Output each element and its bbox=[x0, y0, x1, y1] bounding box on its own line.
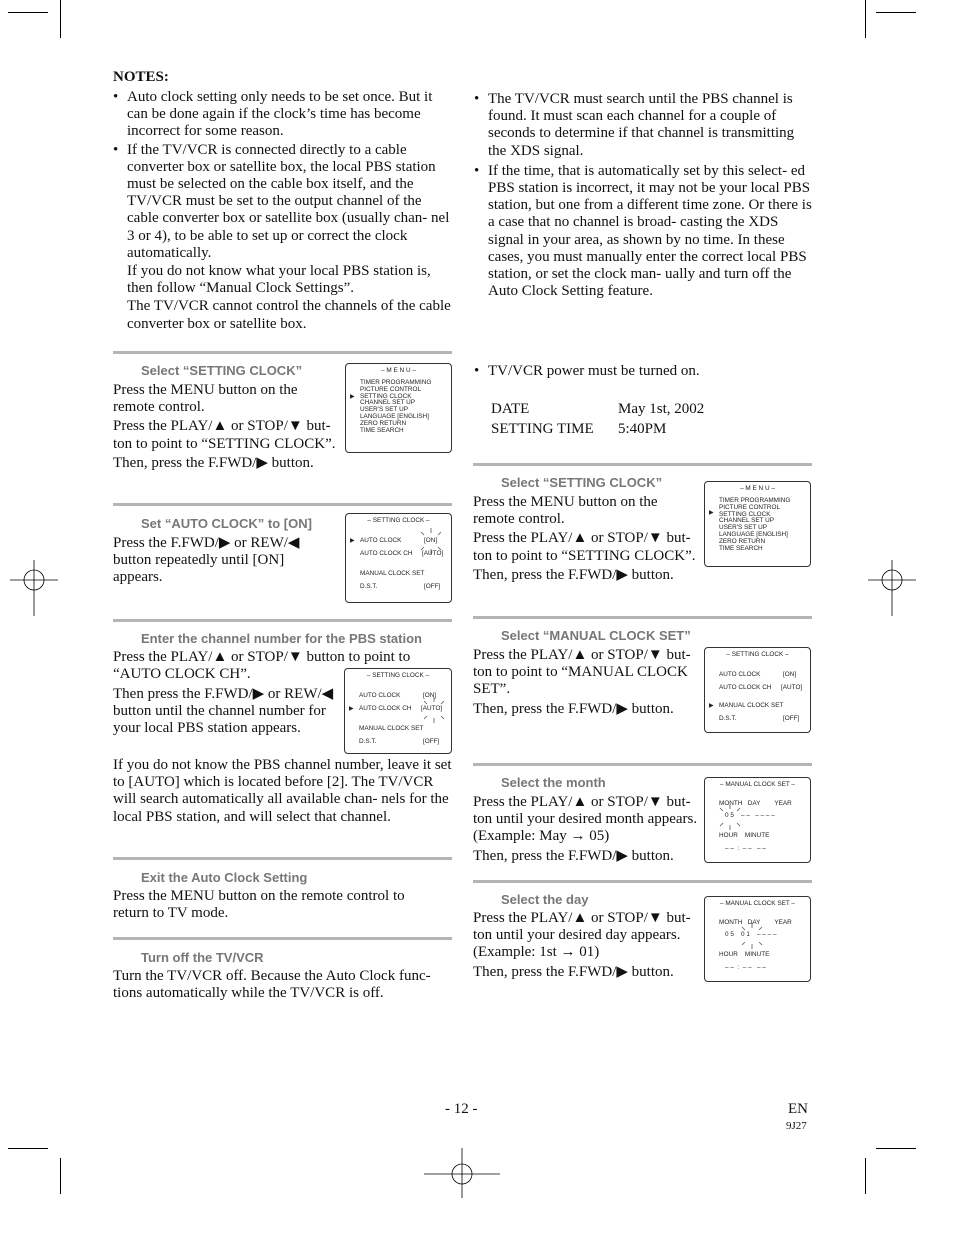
menu-item: TIME SEARCH bbox=[360, 426, 404, 434]
notes-title: NOTES: bbox=[113, 69, 169, 85]
step-divider bbox=[113, 619, 452, 622]
pointer-icon: ▶ bbox=[350, 538, 355, 544]
dst-value: [OFF] bbox=[424, 583, 441, 590]
step-divider bbox=[473, 880, 812, 883]
tv-screen-manual-month bbox=[704, 777, 811, 863]
registration-mark bbox=[868, 560, 916, 616]
notes-left bbox=[113, 89, 455, 334]
auto-clock-value: [ON] bbox=[424, 537, 438, 544]
date-labels: MONTH DAY YEAR bbox=[719, 800, 792, 807]
screen-header: – MANUAL CLOCK SET – bbox=[720, 900, 795, 907]
step-divider bbox=[113, 937, 452, 940]
note-bullet: • If the TV/VCR is connected directly to a cable converter box or satellite box, the local PBS station must be selected on the cable box itself, and the TV/VCR must be set to the output channel of the cable converter box or satellite box (usually chan- nel 3 or 4), to be able to set up or correct the clock automatically. bbox=[113, 142, 455, 262]
menu-list bbox=[360, 380, 431, 434]
auto-clock-ch-value: [AUTO] bbox=[781, 684, 803, 691]
step-body bbox=[113, 535, 337, 587]
time-labels: HOUR MINUTE bbox=[719, 832, 770, 839]
step-text: Turn the TV/VCR off. Because the Auto Clock func- tions automatically while the TV/VCR is off. bbox=[113, 968, 431, 1002]
tv-screen-setting-clock bbox=[704, 647, 811, 733]
pointer-icon: ▶ bbox=[350, 394, 355, 400]
menu-item: TIME SEARCH bbox=[719, 544, 763, 552]
crop-mark bbox=[876, 1148, 916, 1149]
dst-value: [OFF] bbox=[783, 715, 800, 722]
step-text: Press the MENU button on the remote control to return to TV mode. bbox=[113, 888, 405, 922]
step-title: Select “MANUAL CLOCK SET” bbox=[501, 628, 691, 643]
step-divider bbox=[113, 351, 452, 354]
step-text: Then, press the F.FWD/▶ button. bbox=[473, 963, 674, 980]
step-text: Then, press the F.FWD/▶ button. bbox=[473, 700, 674, 717]
step-divider bbox=[113, 503, 452, 506]
registration-mark bbox=[10, 560, 58, 616]
step-text: Then press the F.FWD/▶ or REW/◀ button until the channel number for your local PBS station appears. bbox=[113, 686, 334, 737]
tv-screen-setting-clock bbox=[344, 668, 452, 754]
auto-clock-value: [ON] bbox=[783, 671, 797, 678]
step-body bbox=[113, 686, 337, 738]
example-time-value: 5:40PM bbox=[618, 421, 667, 437]
auto-clock-label: AUTO CLOCK bbox=[719, 671, 761, 678]
crop-mark bbox=[60, 1158, 61, 1194]
note-bullet: • TV/VCR power must be turned on. bbox=[474, 363, 814, 380]
model-code: 9J27 bbox=[786, 1120, 807, 1132]
step-divider bbox=[473, 616, 812, 619]
step-body bbox=[473, 647, 701, 718]
step-body bbox=[113, 757, 455, 826]
auto-clock-ch-value: [AUTO] bbox=[421, 705, 443, 712]
dst-label: D.S.T. bbox=[719, 715, 737, 722]
menu-item: LANGUAGE [ENGLISH] bbox=[719, 530, 788, 538]
menu-item: TIMER PROGRAMMING bbox=[719, 497, 791, 504]
step-text: Press the PLAY/▲ or STOP/▼ but- ton until your desired day appears. (Example: 1st → 01) bbox=[473, 910, 691, 961]
menu-item: PICTURE CONTROL bbox=[360, 385, 422, 393]
crop-mark bbox=[60, 0, 61, 38]
step-text: Press the PLAY/▲ or STOP/▼ but- ton to point to “SETTING CLOCK”. bbox=[113, 418, 336, 452]
step-text: Then, press the F.FWD/▶ button. bbox=[473, 566, 674, 583]
note-paragraph: If you do not know what your local PBS station is, then follow “Manual Clock Settings”. bbox=[127, 263, 431, 297]
screen-header: – SETTING CLOCK – bbox=[367, 517, 430, 524]
step-text: Press the MENU button on the remote control. bbox=[473, 494, 658, 528]
step-text: Press the PLAY/▲ or STOP/▼ but- ton to point to “MANUAL CLOCK SET”. bbox=[473, 647, 691, 698]
manual-clock-label: MANUAL CLOCK SET bbox=[359, 725, 424, 732]
step-title: Enter the channel number for the PBS station bbox=[141, 631, 422, 646]
blink-icon bbox=[715, 802, 745, 832]
menu-item: ZERO RETURN bbox=[360, 419, 407, 427]
note-bullet: • Auto clock setting only needs to be set once. But it can be done again if the clock’s time has become incorrect for some reason. bbox=[113, 89, 455, 141]
tv-screen-manual-day bbox=[704, 896, 811, 982]
tv-screen-menu bbox=[345, 363, 452, 453]
time-values: – – : – – – – bbox=[725, 964, 766, 971]
time-labels: HOUR MINUTE bbox=[719, 951, 770, 958]
step-body bbox=[113, 888, 433, 922]
step-divider bbox=[113, 857, 452, 860]
tv-screen-setting-clock bbox=[345, 513, 452, 603]
menu-item: TIMER PROGRAMMING bbox=[360, 379, 432, 386]
blink-icon bbox=[419, 692, 449, 725]
step-text: Then, press the F.FWD/▶ button. bbox=[473, 847, 674, 864]
step-title: Select the month bbox=[501, 775, 606, 790]
menu-item: LANGUAGE [ENGLISH] bbox=[360, 412, 429, 420]
auto-clock-label: AUTO CLOCK bbox=[360, 537, 402, 544]
note-bullet: • If the time, that is automatically set by this select- ed PBS station is incorrect, it may not be your local PBS station, but one from a different time zone. Or there is a case that no channel is broad- casting the XDS signal in your area, as shown by no time. In these cases, you must manually enter the correct local PBS station, or set the clock man- ually and turn off the Auto Clock Setting feature. bbox=[474, 163, 814, 301]
auto-clock-ch-label: AUTO CLOCK CH bbox=[359, 705, 412, 712]
step-title: Select the day bbox=[501, 892, 589, 907]
step-title: Select “SETTING CLOCK” bbox=[501, 475, 663, 490]
crop-mark bbox=[8, 1148, 48, 1149]
menu-item: PICTURE CONTROL bbox=[719, 503, 781, 511]
step-body bbox=[473, 794, 699, 865]
menu-item: USER'S SET UP bbox=[719, 524, 767, 532]
menu-item: USER'S SET UP bbox=[360, 406, 408, 414]
page-number: - 12 - bbox=[445, 1101, 478, 1117]
language-code: EN bbox=[788, 1101, 808, 1117]
auto-clock-label: AUTO CLOCK bbox=[359, 692, 401, 699]
menu-item: SETTING CLOCK bbox=[360, 392, 412, 400]
screen-header: – M E N U – bbox=[381, 367, 416, 374]
pointer-icon: ▶ bbox=[709, 703, 714, 709]
screen-header: – SETTING CLOCK – bbox=[726, 651, 789, 658]
crop-mark bbox=[8, 12, 48, 13]
menu-item: CHANNEL SET UP bbox=[360, 399, 416, 407]
blink-icon bbox=[737, 921, 767, 951]
step-text: Press the F.FWD/▶ or REW/◀ button repeatedly until [ON] appears. bbox=[113, 535, 300, 586]
step-body bbox=[113, 968, 455, 1002]
note-paragraph: The TV/VCR cannot control the channels of the cable converter box or satellite box. bbox=[127, 298, 451, 332]
step-body bbox=[113, 382, 337, 472]
example-time-label: SETTING TIME bbox=[491, 421, 594, 437]
auto-clock-ch-value: [AUTO] bbox=[422, 550, 444, 557]
auto-clock-value: [ON] bbox=[423, 692, 437, 699]
step-body bbox=[473, 910, 699, 981]
step-text: Press the PLAY/▲ or STOP/▼ button to point to “AUTO CLOCK CH”. bbox=[113, 649, 411, 683]
notes-right bbox=[474, 91, 814, 301]
crop-mark bbox=[876, 12, 916, 13]
crop-mark bbox=[865, 1158, 866, 1194]
date-values: 0 5 – – – – – – bbox=[725, 812, 775, 819]
time-values: – – : – – – – bbox=[725, 845, 766, 852]
example-date-label: DATE bbox=[491, 401, 530, 417]
step-text: If you do not know the PBS channel number, leave it set to [AUTO] which is located before [2]. The TV/VCR will search automatically all available chan- nels for the local PBS station, and will select that channel. bbox=[113, 757, 452, 825]
step-text: Press the PLAY/▲ or STOP/▼ but- ton until your desired month appears. (Example: May → 05) bbox=[473, 794, 698, 845]
step-title: Set “AUTO CLOCK” to [ON] bbox=[141, 516, 312, 531]
note-bullet: • The TV/VCR must search until the PBS channel is found. It must scan each channel for a couple of seconds to determine if that channel is transmitting the XDS signal. bbox=[474, 91, 814, 160]
step-divider bbox=[473, 463, 812, 466]
step-title: Exit the Auto Clock Setting bbox=[141, 870, 308, 885]
registration-mark bbox=[424, 1148, 500, 1198]
menu-item: SETTING CLOCK bbox=[719, 510, 771, 518]
screen-header: – M E N U – bbox=[740, 485, 775, 492]
menu-item: ZERO RETURN bbox=[719, 537, 766, 545]
auto-clock-ch-label: AUTO CLOCK CH bbox=[719, 684, 772, 691]
screen-header: – SETTING CLOCK – bbox=[366, 672, 430, 679]
menu-item: CHANNEL SET UP bbox=[719, 517, 775, 525]
date-values: 0 5 0 1 – – – – bbox=[725, 931, 777, 938]
date-labels: MONTH DAY YEAR bbox=[719, 919, 792, 926]
step-text: Then, press the F.FWD/▶ button. bbox=[113, 454, 314, 471]
step-title: Select “SETTING CLOCK” bbox=[141, 363, 303, 378]
step-text: Press the PLAY/▲ or STOP/▼ but- ton to point to “SETTING CLOCK”. bbox=[473, 530, 696, 564]
tv-screen-menu bbox=[704, 481, 811, 567]
auto-clock-ch-label: AUTO CLOCK CH bbox=[360, 550, 413, 557]
screen-header: – MANUAL CLOCK SET – bbox=[720, 781, 795, 788]
step-text: Press the MENU button on the remote control. bbox=[113, 382, 298, 416]
step-title: Turn off the TV/VCR bbox=[141, 950, 264, 965]
manual-clock-label: MANUAL CLOCK SET bbox=[360, 570, 425, 577]
dst-value: [OFF] bbox=[423, 738, 440, 745]
step-body bbox=[473, 494, 699, 584]
step-divider bbox=[473, 763, 812, 766]
menu-list bbox=[719, 498, 790, 552]
example-date-value: May 1st, 2002 bbox=[618, 401, 705, 417]
dst-label: D.S.T. bbox=[360, 583, 378, 590]
pointer-icon: ▶ bbox=[349, 706, 354, 712]
pointer-icon: ▶ bbox=[709, 510, 714, 516]
dst-label: D.S.T. bbox=[359, 738, 377, 745]
crop-mark bbox=[865, 0, 866, 38]
manual-clock-label: MANUAL CLOCK SET bbox=[719, 702, 784, 709]
power-note bbox=[474, 363, 814, 381]
